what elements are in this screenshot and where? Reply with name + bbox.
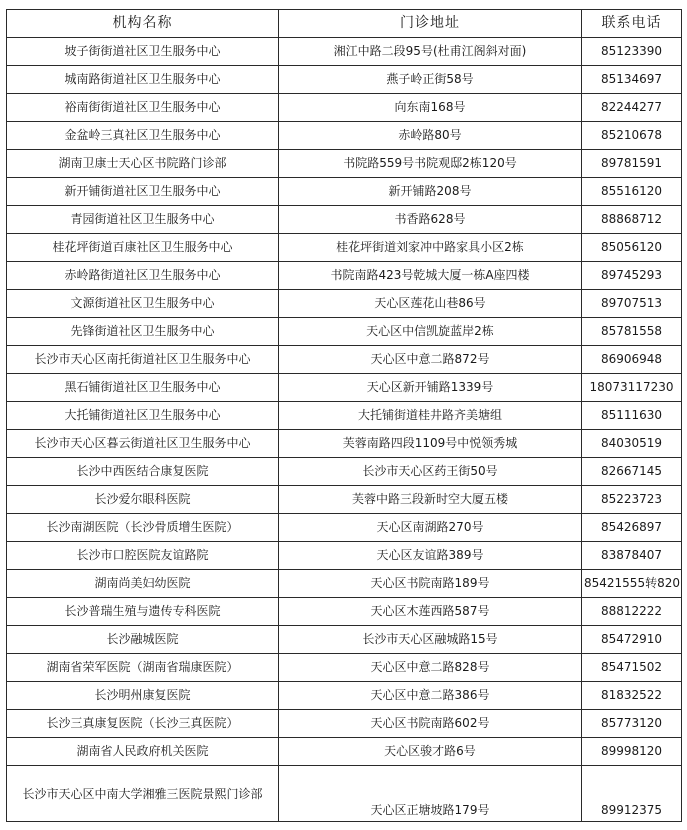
address-cell: 燕子岭正街58号: [279, 66, 582, 94]
address-cell: 长沙市天心区融城路15号: [279, 626, 582, 654]
institution-name-cell: 文源街道社区卫生服务中心: [7, 290, 279, 318]
address-cell: 书院南路423号乾城大厦一栋A座四楼: [279, 262, 582, 290]
institution-name-cell: 赤岭路街道社区卫生服务中心: [7, 262, 279, 290]
address-cell: 天心区中意二路828号: [279, 654, 582, 682]
phone-cell: 85472910: [582, 626, 682, 654]
address-cell: 天心区中意二路386号: [279, 682, 582, 710]
phone-cell: 85134697: [582, 66, 682, 94]
table-row: [7, 234, 682, 262]
table-row: [7, 514, 682, 542]
address-cell: 天心区友谊路389号: [279, 542, 582, 570]
clinic-table-container: [6, 9, 682, 822]
institution-name-cell: 长沙三真康复医院（长沙三真医院）: [7, 710, 279, 738]
phone-cell: 85471502: [582, 654, 682, 682]
phone-cell: 89745293: [582, 262, 682, 290]
institution-name-cell: 桂花坪街道百康社区卫生服务中心: [7, 234, 279, 262]
institution-name-cell: 湖南省人民政府机关医院: [7, 738, 279, 766]
table-row: [7, 654, 682, 682]
address-cell: 天心区新开铺路1339号: [279, 374, 582, 402]
table-row: [7, 598, 682, 626]
phone-cell: 89781591: [582, 150, 682, 178]
table-row: [7, 542, 682, 570]
phone-cell: 85056120: [582, 234, 682, 262]
address-cell: 桂花坪街道刘家冲中路家具小区2栋: [279, 234, 582, 262]
address-cell: 天心区南湖路270号: [279, 514, 582, 542]
address-cell: 长沙市天心区药王街50号: [279, 458, 582, 486]
table-row: [7, 430, 682, 458]
table-row: [7, 346, 682, 374]
phone-cell: 84030519: [582, 430, 682, 458]
table-header: [7, 10, 682, 38]
table-row: [7, 374, 682, 402]
address-cell: 书香路628号: [279, 206, 582, 234]
institution-name-cell: 黑石铺街道社区卫生服务中心: [7, 374, 279, 402]
institution-name-cell: 长沙市天心区暮云街道社区卫生服务中心: [7, 430, 279, 458]
table-row: [7, 262, 682, 290]
institution-name-cell: 长沙中西医结合康复医院: [7, 458, 279, 486]
address-cell: 天心区书院南路602号: [279, 710, 582, 738]
institution-name-cell: 长沙市口腔医院友谊路院: [7, 542, 279, 570]
table-row: [7, 570, 682, 598]
table-row: [7, 178, 682, 206]
phone-cell: 85210678: [582, 122, 682, 150]
header-name: 机构名称: [7, 10, 279, 38]
institution-name-cell: 长沙南湖医院（长沙骨质增生医院）: [7, 514, 279, 542]
phone-cell: 85773120: [582, 710, 682, 738]
phone-cell: 85123390: [582, 38, 682, 66]
address-cell: 大托铺街道桂井路齐美塘组: [279, 402, 582, 430]
phone-cell: 89707513: [582, 290, 682, 318]
institution-name-cell: 湖南省荣军医院（湖南省瑞康医院）: [7, 654, 279, 682]
institution-name-cell: 湖南卫康士天心区书院路门诊部: [7, 150, 279, 178]
phone-cell: 85421555转820: [582, 570, 682, 598]
phone-cell: 85111630: [582, 402, 682, 430]
phone-cell: 82667145: [582, 458, 682, 486]
address-cell: 芙蓉南路四段1109号中悦领秀城: [279, 430, 582, 458]
table-row: [7, 402, 682, 430]
address-cell: 向东南168号: [279, 94, 582, 122]
table-row: [7, 94, 682, 122]
institution-name-cell: 新开铺街道社区卫生服务中心: [7, 178, 279, 206]
address-cell: 天心区中信凯旋蓝岸2栋: [279, 318, 582, 346]
table-row: [7, 122, 682, 150]
address-cell: 湘江中路二段95号(杜甫江阁斜对面): [279, 38, 582, 66]
table-row: [7, 626, 682, 654]
table-row: [7, 710, 682, 738]
institution-name-cell: 先锋街道社区卫生服务中心: [7, 318, 279, 346]
institution-name-cell: 金盆岭三真社区卫生服务中心: [7, 122, 279, 150]
institution-name-cell: 大托铺街道社区卫生服务中心: [7, 402, 279, 430]
phone-cell: 88812222: [582, 598, 682, 626]
institution-name-cell: 长沙明州康复医院: [7, 682, 279, 710]
table-body: [7, 38, 682, 822]
header-address: 门诊地址: [279, 10, 582, 38]
address-cell: 天心区中意二路872号: [279, 346, 582, 374]
phone-cell: 83878407: [582, 542, 682, 570]
institution-name-cell: 坡子街街道社区卫生服务中心: [7, 38, 279, 66]
phone-cell: 85426897: [582, 514, 682, 542]
table-row: [7, 290, 682, 318]
institution-name-cell: 长沙普瑞生殖与遗传专科医院: [7, 598, 279, 626]
phone-cell: 82244277: [582, 94, 682, 122]
phone-cell: 89912375: [582, 766, 682, 822]
phone-cell: 85516120: [582, 178, 682, 206]
address-cell: 天心区骏才路6号: [279, 738, 582, 766]
institution-name-cell: 湖南尚美妇幼医院: [7, 570, 279, 598]
institution-name-cell: 长沙市天心区中南大学湘雅三医院景熙门诊部: [7, 766, 279, 822]
address-cell: 书院路559号书院观邸2栋120号: [279, 150, 582, 178]
address-cell: 赤岭路80号: [279, 122, 582, 150]
address-cell: 芙蓉中路三段新时空大厦五楼: [279, 486, 582, 514]
table-row: [7, 66, 682, 94]
institution-name-cell: 长沙爱尔眼科医院: [7, 486, 279, 514]
phone-cell: 86906948: [582, 346, 682, 374]
clinic-table: [6, 9, 682, 822]
table-row: [7, 458, 682, 486]
address-cell: 天心区莲花山巷86号: [279, 290, 582, 318]
table-row: [7, 766, 682, 822]
table-row: [7, 318, 682, 346]
phone-cell: 85781558: [582, 318, 682, 346]
header-row: [7, 10, 682, 38]
phone-cell: 88868712: [582, 206, 682, 234]
table-row: [7, 738, 682, 766]
phone-cell: 85223723: [582, 486, 682, 514]
header-phone: 联系电话: [582, 10, 682, 38]
table-row: [7, 38, 682, 66]
address-cell: 天心区正塘坡路179号: [279, 766, 582, 822]
table-row: [7, 150, 682, 178]
address-cell: 新开铺路208号: [279, 178, 582, 206]
phone-cell: 89998120: [582, 738, 682, 766]
phone-cell: 81832522: [582, 682, 682, 710]
address-cell: 天心区书院南路189号: [279, 570, 582, 598]
address-cell: 天心区木莲西路587号: [279, 598, 582, 626]
institution-name-cell: 长沙市天心区南托街道社区卫生服务中心: [7, 346, 279, 374]
institution-name-cell: 裕南街街道社区卫生服务中心: [7, 94, 279, 122]
phone-cell: 18073117230: [582, 374, 682, 402]
table-row: [7, 206, 682, 234]
institution-name-cell: 青园街道社区卫生服务中心: [7, 206, 279, 234]
institution-name-cell: 长沙融城医院: [7, 626, 279, 654]
table-row: [7, 486, 682, 514]
table-row: [7, 682, 682, 710]
institution-name-cell: 城南路街道社区卫生服务中心: [7, 66, 279, 94]
